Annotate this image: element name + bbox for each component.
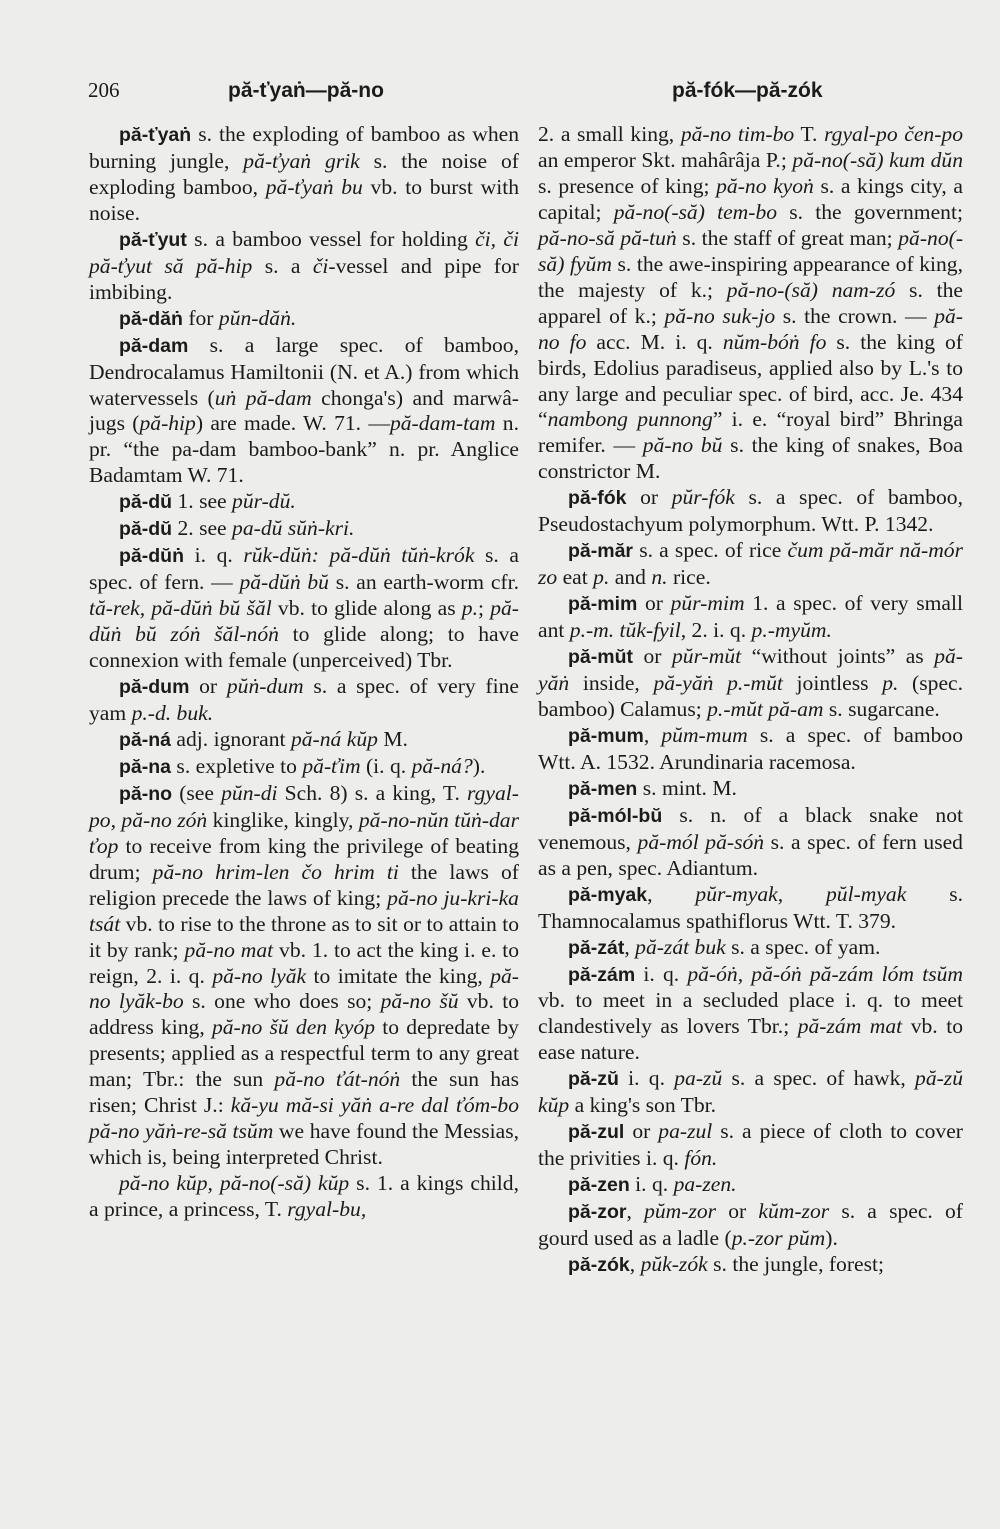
definition-text: s. the exploding of bamboo as when burning jungle, bbox=[89, 122, 519, 173]
italic-term: pŭr-myak, pŭl-myak bbox=[695, 881, 907, 906]
definition-text: s. a bamboo vessel for holding bbox=[186, 226, 476, 251]
entry-pa-tyut bbox=[89, 227, 519, 306]
entry-pa-zu bbox=[538, 1066, 963, 1119]
definition-text: ). bbox=[472, 753, 486, 778]
definition-text: s. a spec. of gourd used as a ladle ( bbox=[538, 1199, 963, 1251]
definition-text: s. mint. M. bbox=[637, 775, 737, 800]
headword: pă-zŭ bbox=[568, 1068, 619, 1091]
italic-term: pă-no bŭ bbox=[642, 433, 723, 458]
definition-text: s. sugarcane. bbox=[823, 696, 940, 721]
italic-term: pŭn-di bbox=[221, 780, 278, 805]
definition-text: s. a spec. of yam. bbox=[725, 934, 881, 959]
italic-term: pă-ťyaṅ bu bbox=[265, 174, 363, 199]
definition-text: the sun has risen; Christ J.: bbox=[89, 1067, 520, 1118]
italic-term: pă-no hrim-len čo hrim ti bbox=[152, 859, 399, 884]
definition-text: a king's son Tbr. bbox=[569, 1093, 717, 1118]
italic-term: kŭm-zor bbox=[758, 1199, 830, 1224]
italic-term: pă-no-nŭn tŭṅ-dar ťop bbox=[89, 807, 520, 858]
entry-pa-na bbox=[89, 754, 519, 781]
italic-term: pă-ná kŭp bbox=[290, 726, 378, 751]
italic-term: pă-no(-să) kum dŭn bbox=[792, 147, 963, 172]
definition-text: we have found the Messias, which is, being interpreted Christ. bbox=[89, 1119, 520, 1170]
definition-text: the laws of religion precede the laws of king; bbox=[89, 859, 519, 910]
definition-text: or bbox=[626, 485, 672, 510]
italic-term: pŭr-dŭ. bbox=[232, 489, 296, 514]
headword: pă-men bbox=[568, 777, 638, 800]
headword: pă-ná bbox=[119, 728, 172, 751]
italic-term: pŭk-zók bbox=[640, 1251, 708, 1276]
definition-text: vb. 1. to act the king i. e. to reign, 2. i. q. bbox=[89, 937, 520, 988]
italic-term: kă-yu mă-si yăṅ a-re dal ťóm-bo pă-no yăṅ-re-să tsŭm bbox=[89, 1093, 519, 1144]
italic-term: pă-no kŭp, pă-no(-să) kŭp bbox=[119, 1171, 350, 1196]
definition-text: s. the jungle, forest; bbox=[707, 1251, 885, 1276]
italic-term: pă-yăṅ bbox=[538, 644, 963, 696]
definition-text: kinglike, kingly, bbox=[207, 807, 359, 832]
definition-text: (see bbox=[172, 780, 222, 805]
headword: pă-ťyut bbox=[119, 228, 187, 251]
italic-term: pă-ná? bbox=[411, 753, 473, 778]
entry-pa-zul bbox=[538, 1119, 963, 1172]
definition-text: to glide along; to have connexion with female (unperceived) Tbr. bbox=[89, 622, 520, 673]
entry-pa-dam bbox=[89, 333, 519, 490]
definition-text: Sch. 8) s. a king, T. bbox=[277, 780, 468, 805]
definition-text: s. the apparel of k.; bbox=[538, 277, 963, 328]
definition-text: i. q. bbox=[629, 1172, 674, 1197]
definition-text: or bbox=[633, 644, 672, 669]
italic-term: pŭr-fók bbox=[671, 485, 735, 510]
italic-term: pŭr-mim bbox=[670, 591, 745, 616]
definition-text: jointless bbox=[782, 671, 883, 696]
entry-pa-fok bbox=[538, 485, 963, 538]
entry-pa-na-adj bbox=[89, 727, 519, 754]
definition-text: acc. M. i. q. bbox=[586, 329, 723, 354]
headword: pă-mim bbox=[568, 593, 638, 616]
italic-term: pă-óṅ, pă-óṅ pă-zám lóm tsŭm bbox=[687, 961, 963, 986]
entry-pa-du-1 bbox=[89, 489, 519, 516]
definition-text: s. presence of king; bbox=[538, 173, 717, 198]
italic-term: pă-no šŭ den kyóp bbox=[211, 1015, 376, 1040]
definition-text: 1. a spec. of very small ant bbox=[538, 591, 963, 643]
definition-text: to depredate by presents; applied as a respectful term to any great man; Tbr.: the sun bbox=[89, 1015, 519, 1092]
definition-text: (spec. bamboo) Calamus; bbox=[538, 671, 964, 721]
italic-term: p.-m. tŭk-fyil, bbox=[569, 618, 687, 643]
italic-term: rgyal-po čen-po bbox=[824, 122, 963, 146]
definition-text: ” i. e. “royal bird” Bhringa remifer. — bbox=[538, 407, 963, 458]
definition-text: 1. see bbox=[172, 489, 233, 514]
italic-term: p.-d. buk. bbox=[131, 700, 214, 725]
italic-term: pa-dŭ sŭṅ-kri. bbox=[232, 516, 355, 541]
definition-text: or bbox=[637, 591, 671, 616]
definition-text: ). bbox=[825, 1226, 838, 1251]
italic-term: nŭm-bóṅ fo bbox=[722, 329, 827, 354]
entry-pa-no bbox=[89, 781, 519, 1171]
definition-text: s. an earth-worm cfr. bbox=[328, 570, 519, 595]
definition-text: s. the government; bbox=[777, 199, 963, 224]
entry-pa-tyan bbox=[89, 122, 519, 227]
italic-term: nambong punnong bbox=[547, 407, 713, 432]
italic-term: pŭr-mŭt bbox=[671, 644, 742, 669]
definition-text: to imitate the king, bbox=[306, 963, 491, 988]
italic-term: pŭm-mum bbox=[661, 722, 748, 747]
italic-term: fón. bbox=[684, 1146, 718, 1171]
left-column bbox=[89, 122, 519, 1223]
definition-text: s. the awe-inspiring appearance of king, the majesty of k.; bbox=[538, 251, 964, 302]
definition-text: an emperor Skt. mahârâja P.; bbox=[538, 147, 793, 172]
definition-text: s. n. of a black snake not venemous, bbox=[538, 802, 963, 854]
definition-text: s. a bbox=[252, 253, 313, 278]
entry-pa-no-cont bbox=[538, 122, 963, 485]
entry-pa-zok bbox=[538, 1252, 963, 1279]
italic-term: pă-dŭṅ bŭ bbox=[239, 570, 329, 595]
italic-term: pă-no šŭ bbox=[380, 989, 459, 1014]
right-running-head: pă-fók—pă-zók bbox=[672, 79, 823, 102]
italic-term: pă-yăṅ p.-mŭt bbox=[653, 671, 783, 696]
entry-pa-mum bbox=[538, 723, 963, 776]
definition-text: 2. i. q. bbox=[686, 618, 752, 643]
definition-text: s. one who does so; bbox=[183, 989, 381, 1014]
left-running-head: pă-ťyaṅ—pă-no bbox=[228, 79, 384, 102]
entry-pa-mim bbox=[538, 591, 963, 644]
entry-pa-mut bbox=[538, 644, 963, 723]
definition-text: vb. to meet in a secluded place i. q. to meet clandestively as lovers Tbr.; bbox=[538, 988, 963, 1039]
italic-term: pă-no mat bbox=[184, 937, 274, 962]
italic-term: čum pă-măr nă-mór zo bbox=[538, 538, 963, 590]
definition-text: ; bbox=[478, 596, 491, 621]
definition-text: s. Thamnocalamus spathiflorus Wtt. T. 379. bbox=[538, 881, 963, 933]
italic-term: pă-zát buk bbox=[635, 934, 726, 959]
headword: pă-zám bbox=[568, 963, 636, 986]
definition-text: vb. to glide along as bbox=[271, 596, 462, 621]
definition-text: M. bbox=[377, 726, 408, 751]
entry-pa-mar bbox=[538, 538, 963, 591]
headword: pă-dăṅ bbox=[119, 307, 183, 330]
definition-text: 2. see bbox=[172, 516, 233, 541]
entry-pa-zam bbox=[538, 962, 963, 1067]
entry-pa-myak bbox=[538, 882, 963, 935]
definition-text: rice. bbox=[667, 565, 711, 590]
headword: pă-zát bbox=[568, 936, 625, 959]
italic-term: tă-rek, pă-dŭṅ bŭ šăl bbox=[89, 596, 272, 621]
definition-text: s. a spec. of fern used as a pen, spec. Adiantum. bbox=[538, 829, 963, 880]
italic-term: pă-hip bbox=[139, 411, 196, 436]
italic-term: pă-no lyăk bbox=[212, 963, 307, 988]
italic-term: n. bbox=[651, 565, 668, 590]
italic-term: pă-no fo bbox=[538, 303, 963, 354]
definition-text: “without joints” as bbox=[741, 644, 935, 669]
definition-text: , bbox=[643, 722, 662, 747]
italic-term: pă-zŭ kŭp bbox=[538, 1066, 964, 1118]
italic-term: pă-no ju-kri-ka tsát bbox=[89, 885, 519, 936]
definition-text: s. a piece of cloth to cover the privities i. q. bbox=[538, 1119, 963, 1171]
definition-text: s. a spec. of bamboo Wtt. A. 1532. Arundinaria racemosa. bbox=[538, 722, 964, 774]
italic-term: pă-dam-tam bbox=[389, 411, 496, 436]
definition-text: , bbox=[629, 1251, 641, 1276]
definition-text: (i. q. bbox=[360, 753, 412, 778]
headword: pă-mum bbox=[568, 724, 644, 747]
definition-text: vb. to rise to the throne as to sit or to attain to it by rank; bbox=[89, 911, 519, 962]
definition-text: s. a spec. of fern. — bbox=[89, 543, 520, 595]
headword: pă-zor bbox=[568, 1201, 627, 1224]
italic-term: pă-mól pă-sóṅ bbox=[637, 829, 765, 854]
definition-text: s. 1. a kings child, a prince, a princess, T. bbox=[89, 1171, 519, 1222]
headword: pă-mŭt bbox=[568, 646, 633, 669]
italic-term: rŭk-dŭṅ: pă-dŭṅ tŭṅ-krók bbox=[243, 543, 475, 568]
definition-text: i. q. bbox=[635, 961, 688, 986]
headword: pă-dam bbox=[119, 334, 189, 357]
definition-text: ) are made. W. 71. — bbox=[195, 411, 390, 436]
headword: pă-măr bbox=[568, 540, 634, 563]
italic-term: pŭṅ-dum bbox=[226, 674, 304, 699]
italic-term: rgyal-po, pă-no zóṅ bbox=[89, 780, 520, 832]
italic-term: p.-zor pŭm bbox=[731, 1226, 826, 1251]
entry-pa-mol-bu bbox=[538, 803, 963, 882]
entry-pa-men bbox=[538, 776, 963, 803]
italic-term: pă-no lyăk-bo bbox=[89, 963, 519, 1014]
headword: pă-dŭṅ bbox=[119, 545, 184, 568]
italic-term: pă-no(-să) fyŭm bbox=[538, 225, 964, 276]
italic-term: či bbox=[312, 253, 329, 278]
definition-text: vb. to burst with noise. bbox=[89, 174, 519, 225]
entry-pa-zat bbox=[538, 935, 963, 962]
italic-term: p. bbox=[882, 671, 899, 696]
definition-text: s. the king of birds, Edolius paradiseus, applied also by L.'s to any large and peculiar spec. of bird, acc. Je. 434 “ bbox=[538, 329, 963, 432]
italic-term: pă-no-(să) nam-zó bbox=[726, 277, 896, 302]
italic-term: pă-no kyoṅ bbox=[716, 173, 814, 198]
italic-term: pa-zul bbox=[658, 1119, 713, 1144]
definition-text: and bbox=[609, 565, 652, 590]
definition-text: T. bbox=[794, 122, 825, 146]
definition-text: s. a spec. of hawk, bbox=[722, 1066, 916, 1091]
headword: pă-mól-bŭ bbox=[568, 804, 663, 827]
headword: pă-ťyaṅ bbox=[119, 124, 192, 146]
italic-term: pă-ťyaṅ grik bbox=[243, 148, 360, 173]
headword: pă-fók bbox=[568, 487, 627, 510]
definition-text: s. a spec. of very fine yam bbox=[89, 674, 519, 725]
definition-text: s. a large spec. of bamboo, Dendrocalamus Hamiltonii (N. et A.) from which watervessels ( bbox=[89, 332, 519, 410]
definition-text: s. the crown. — bbox=[775, 303, 935, 328]
definition-text: , bbox=[626, 1199, 645, 1224]
definition-text: -vessel and pipe for imbibing. bbox=[89, 253, 519, 304]
entry-pa-no-kup bbox=[89, 1171, 519, 1223]
italic-term: pă-no suk-jo bbox=[664, 303, 776, 328]
definition-text: adj. ignorant bbox=[171, 726, 291, 751]
definition-text: for bbox=[182, 305, 219, 330]
definition-text: chonga's) and marwâ-jugs ( bbox=[89, 385, 519, 436]
definition-text: vb. to ease nature. bbox=[538, 1014, 963, 1065]
definition-text: inside, bbox=[569, 671, 654, 696]
italic-term: p.-myŭm. bbox=[751, 618, 832, 643]
definition-text: eat bbox=[557, 565, 594, 590]
right-column bbox=[538, 122, 963, 1279]
italic-term: pŭn-dăṅ. bbox=[218, 305, 297, 330]
definition-text: i. q. bbox=[618, 1066, 675, 1091]
headword: pă-no bbox=[119, 782, 173, 805]
headword: pă-zen bbox=[568, 1174, 630, 1197]
italic-term: pă-no(-să) tem-bo bbox=[613, 199, 778, 224]
headword: pă-myak bbox=[568, 883, 648, 906]
headword: pă-dum bbox=[119, 676, 190, 699]
italic-term: pă-no tim-bo bbox=[680, 122, 795, 146]
entry-pa-dun bbox=[89, 543, 519, 674]
italic-term: pă-dŭṅ bŭ zóṅ šăl-nóṅ bbox=[89, 596, 519, 647]
definition-text: to receive from king the privilege of beating drum; bbox=[89, 833, 519, 884]
definition-text: or bbox=[189, 674, 227, 699]
definition-text: vb. to address king, bbox=[89, 989, 519, 1040]
page-number: 206 bbox=[88, 78, 120, 102]
headword: pă-zók bbox=[568, 1253, 630, 1276]
italic-term: p.-mŭt pă-am bbox=[707, 696, 824, 721]
definition-text: s. the noise of exploding bamboo, bbox=[89, 148, 519, 199]
definition-text: s. a kings city, a capital; bbox=[538, 173, 963, 224]
italic-term: rgyal-bu, bbox=[287, 1197, 367, 1222]
definition-text: n. pr. “the pa-dam bamboo-bank” n. pr. Anglice Badamtam W. 71. bbox=[89, 411, 519, 488]
definition-text: s. expletive to bbox=[171, 753, 303, 778]
entry-pa-zen bbox=[538, 1172, 963, 1199]
italic-term: pă-no ťát-nóṅ bbox=[274, 1067, 401, 1092]
definition-text: or bbox=[716, 1199, 759, 1224]
definition-text: , bbox=[647, 881, 696, 906]
headword: pă-dŭ bbox=[119, 491, 173, 514]
italic-term: pă-ťim bbox=[302, 753, 361, 778]
definition-text: s. a spec. of bamboo, Pseudostachyum polymorphum. Wtt. P. 1342. bbox=[538, 485, 963, 537]
entry-pa-du-2 bbox=[89, 516, 519, 543]
italic-term: pă-no-să pă-tuṅ bbox=[538, 225, 677, 250]
italic-term: uṅ pă-dam bbox=[214, 385, 312, 410]
italic-term: p. bbox=[593, 565, 610, 590]
headword: pă-dŭ bbox=[119, 518, 173, 541]
definition-text: s. the staff of great man; bbox=[676, 225, 899, 250]
definition-text: i. q. bbox=[183, 543, 244, 568]
definition-text: s. the king of snakes, Boa constrictor M. bbox=[538, 433, 964, 484]
definition-text: 2. a small king, bbox=[538, 122, 681, 146]
italic-term: pă-zám mat bbox=[797, 1014, 903, 1039]
italic-term: pa-zŭ bbox=[674, 1066, 723, 1091]
headword: pă-zul bbox=[568, 1121, 625, 1144]
italic-term: pa-zen. bbox=[673, 1172, 737, 1197]
headword: pă-na bbox=[119, 755, 172, 778]
italic-term: či, či pă-ťyut să pă-hip bbox=[89, 226, 519, 278]
italic-term: p. bbox=[461, 596, 478, 621]
italic-term: pŭm-zor bbox=[644, 1199, 717, 1224]
definition-text: , bbox=[624, 934, 636, 959]
definition-text: s. a spec. of rice bbox=[633, 538, 788, 563]
entry-pa-dum bbox=[89, 674, 519, 727]
entry-pa-dan bbox=[89, 306, 519, 333]
entry-pa-zor bbox=[538, 1199, 963, 1252]
definition-text: or bbox=[624, 1119, 659, 1144]
